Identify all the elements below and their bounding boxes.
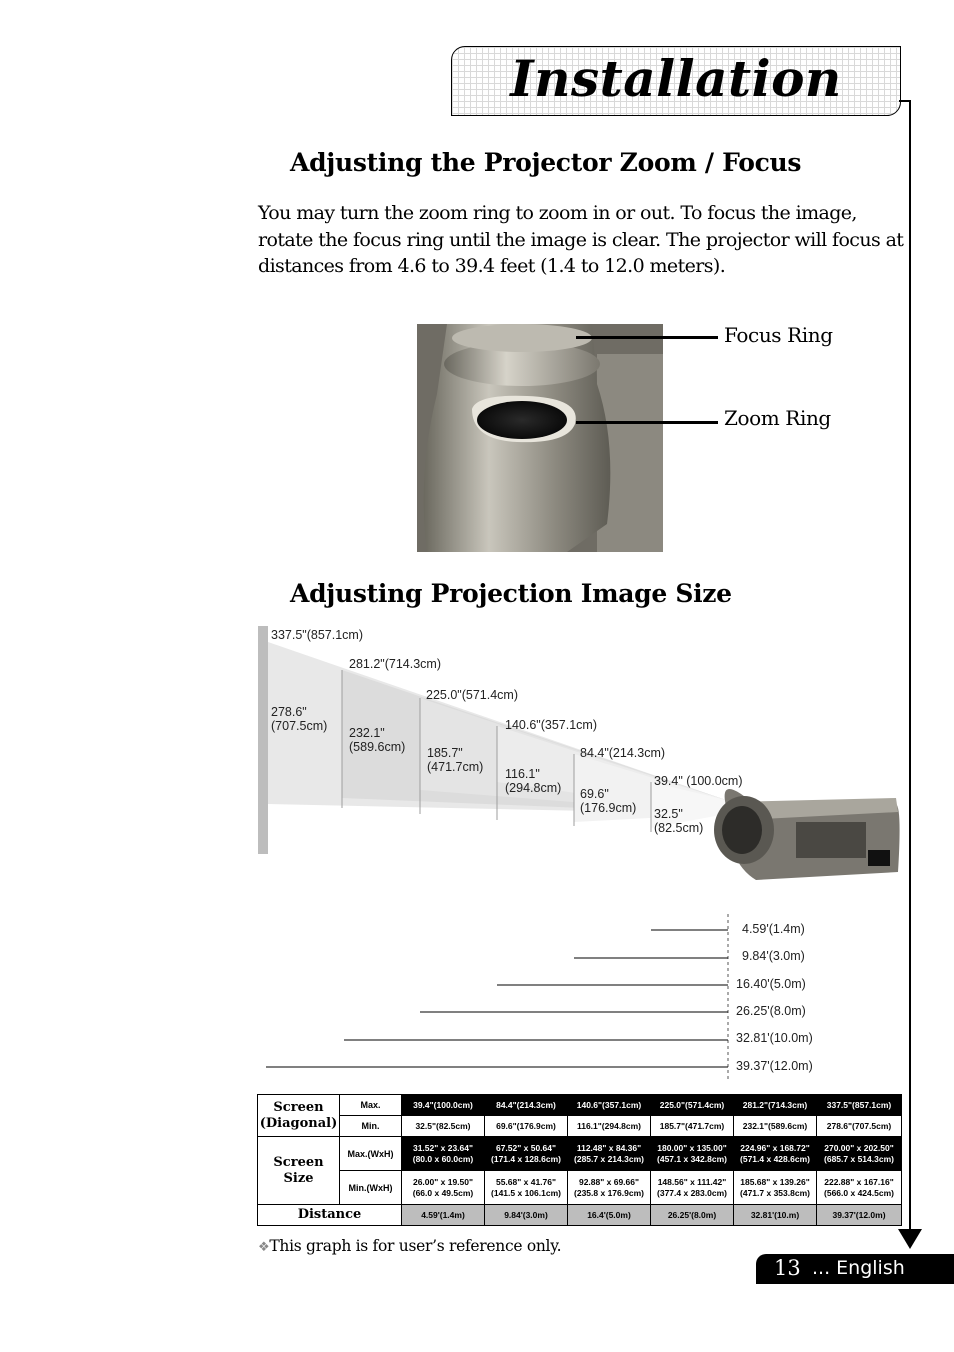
- screen-min-metric: (82.5cm): [654, 821, 704, 835]
- page-title: Installation: [510, 49, 842, 108]
- table-row: [258, 1116, 902, 1137]
- table-cell: 222.88" x 167.16" (566.0 x 424.5cm): [817, 1171, 902, 1205]
- screen-min-metric: (471.7cm): [427, 760, 484, 774]
- row-label: Max.: [340, 1095, 402, 1116]
- image-size-table: [257, 1094, 902, 1226]
- screen-max-label: 140.6"(357.1cm): [505, 718, 597, 732]
- table-cell: 180.00" x 135.00" (457.1 x 342.8cm): [651, 1137, 734, 1171]
- table-cell: 16.4'(5.0m): [568, 1205, 651, 1226]
- screen-max-label: 337.5"(857.1cm): [271, 628, 363, 642]
- size-header: [258, 1137, 340, 1205]
- table-cell: 337.5"(857.1cm): [817, 1095, 902, 1116]
- table-cell: 112.48" x 84.36" (285.7 x 214.3cm): [568, 1137, 651, 1171]
- distance-label: 39.37'(12.0m): [736, 1059, 813, 1073]
- table-cell: 148.56" x 111.42" (377.4 x 283.0cm): [651, 1171, 734, 1205]
- table-cell: 26.00" x 19.50" (66.0 x 49.5cm): [402, 1171, 485, 1205]
- row-label: Min.: [340, 1116, 402, 1137]
- screen-min-label: [654, 807, 703, 835]
- focus-ring-pointer: [576, 336, 718, 339]
- table-cell: 9.84'(3.0m): [485, 1205, 568, 1226]
- table-cell: 67.52" x 50.64" (171.4 x 128.6cm): [485, 1137, 568, 1171]
- distance-label: 32.81'(10.0m): [736, 1031, 813, 1045]
- table-cell: 185.7"(471.7cm): [651, 1116, 734, 1137]
- table-cell: 278.6"(707.5cm): [817, 1116, 902, 1137]
- screen-max-label: 84.4"(214.3cm): [580, 746, 666, 760]
- next-page-arrow-icon: [898, 1229, 922, 1249]
- screen-min-value: 278.6": [271, 705, 307, 719]
- screen-min-label: [349, 726, 405, 754]
- table-cell: 69.6"(176.9cm): [485, 1116, 568, 1137]
- table-cell: 26.25'(8.0m): [651, 1205, 734, 1226]
- bullet-icon: ❖: [258, 1240, 270, 1255]
- size-header-line: Size: [283, 1170, 314, 1186]
- screen-min-label: [580, 787, 636, 815]
- table-cell: 39.4"(100.0cm): [402, 1095, 485, 1116]
- projector-lens-photo: [417, 324, 663, 552]
- table-cell: 55.68" x 41.76" (141.5 x 106.1cm): [485, 1171, 568, 1205]
- screen-min-value: 185.7": [427, 746, 463, 760]
- table-row: [258, 1205, 902, 1226]
- table-cell: 281.2"(714.3cm): [734, 1095, 817, 1116]
- page-footer-tab: [756, 1254, 954, 1284]
- projection-size-diagram: [256, 622, 906, 1082]
- table-cell: 32.81'(10.m): [734, 1205, 817, 1226]
- screen-min-label: [505, 767, 561, 795]
- table-cell: 270.00" x 202.50" (685.7 x 514.3cm): [817, 1137, 902, 1171]
- margin-rule: [909, 100, 911, 1230]
- projector-graphic: [714, 789, 900, 880]
- zoom-focus-heading: Adjusting the Projector Zoom / Focus: [290, 148, 802, 177]
- size-header-line: Screen: [273, 1154, 324, 1170]
- screen-min-label: [271, 705, 327, 733]
- distance-label: 9.84'(3.0m): [742, 949, 805, 963]
- screen-max-label: 281.2"(714.3cm): [349, 657, 441, 671]
- diagonal-header-line: Screen: [273, 1099, 324, 1115]
- wall-screen: [258, 626, 268, 854]
- distance-label: 4.59'(1.4m): [742, 922, 805, 936]
- distance-label: 16.40'(5.0m): [736, 977, 806, 991]
- table-cell: 84.4"(214.3cm): [485, 1095, 568, 1116]
- table-cell: 232.1"(589.6cm): [734, 1116, 817, 1137]
- image-size-heading: Adjusting Projection Image Size: [290, 579, 732, 608]
- footnote-text: This graph is for user’s reference only.: [269, 1237, 562, 1255]
- focus-ring-label: Focus Ring: [724, 323, 833, 347]
- table-row: [258, 1095, 902, 1116]
- screen-max-label: 39.4" (100.0cm): [654, 774, 743, 788]
- table-cell: 140.6"(357.1cm): [568, 1095, 651, 1116]
- zoom-ring-label: Zoom Ring: [724, 406, 831, 430]
- screen-min-value: 232.1": [349, 726, 385, 740]
- lens-illustration: [417, 324, 663, 552]
- screen-min-metric: (589.6cm): [349, 740, 406, 754]
- table-cell: 225.0"(571.4cm): [651, 1095, 734, 1116]
- screen-min-metric: (176.9cm): [580, 801, 637, 815]
- table-row: [258, 1137, 902, 1171]
- diagonal-header: [258, 1095, 340, 1137]
- table-cell: 31.52" x 23.64" (80.0 x 60.0cm): [402, 1137, 485, 1171]
- screen-min-value: 32.5": [654, 807, 683, 821]
- title-banner: [451, 46, 901, 116]
- table-cell: 39.37'(12.0m): [817, 1205, 902, 1226]
- table-row: [258, 1171, 902, 1205]
- screen-max-label: 225.0"(571.4cm): [426, 688, 518, 702]
- page-number: 13: [774, 1256, 801, 1280]
- table-cell: 224.96" x 168.72" (571.4 x 428.6cm): [734, 1137, 817, 1171]
- table-cell: 32.5"(82.5cm): [402, 1116, 485, 1137]
- zoom-ring-pointer: [576, 421, 718, 424]
- screen-min-value: 116.1": [505, 767, 540, 781]
- row-label: Min.(WxH): [340, 1171, 402, 1205]
- distance-header: Distance: [258, 1205, 402, 1226]
- table-cell: 116.1"(294.8cm): [568, 1116, 651, 1137]
- distance-label: 26.25'(8.0m): [736, 1004, 806, 1018]
- zoom-focus-paragraph: You may turn the zoom ring to zoom in or out. To focus the image, rotate the focus ring until the image is clear. The projector will focus at distances from 4.6 to 39.4 feet (1.4 to 12.0 meters).: [258, 202, 904, 277]
- screen-min-metric: (707.5cm): [271, 719, 328, 733]
- page-language: ... English: [812, 1257, 905, 1279]
- row-label: Max.(WxH): [340, 1137, 402, 1171]
- screen-min-value: 69.6": [580, 787, 609, 801]
- reference-footnote: [258, 1237, 561, 1255]
- table-cell: 4.59'(1.4m): [402, 1205, 485, 1226]
- projection-diagram-graphic: [256, 622, 906, 1082]
- screen-min-label: [427, 746, 483, 774]
- table-cell: 185.68" x 139.26" (471.7 x 353.8cm): [734, 1171, 817, 1205]
- screen-min-metric: (294.8cm): [505, 781, 562, 795]
- diagonal-header-line: (Diagonal): [259, 1115, 338, 1131]
- table-cell: 92.88" x 69.66" (235.8 x 176.9cm): [568, 1171, 651, 1205]
